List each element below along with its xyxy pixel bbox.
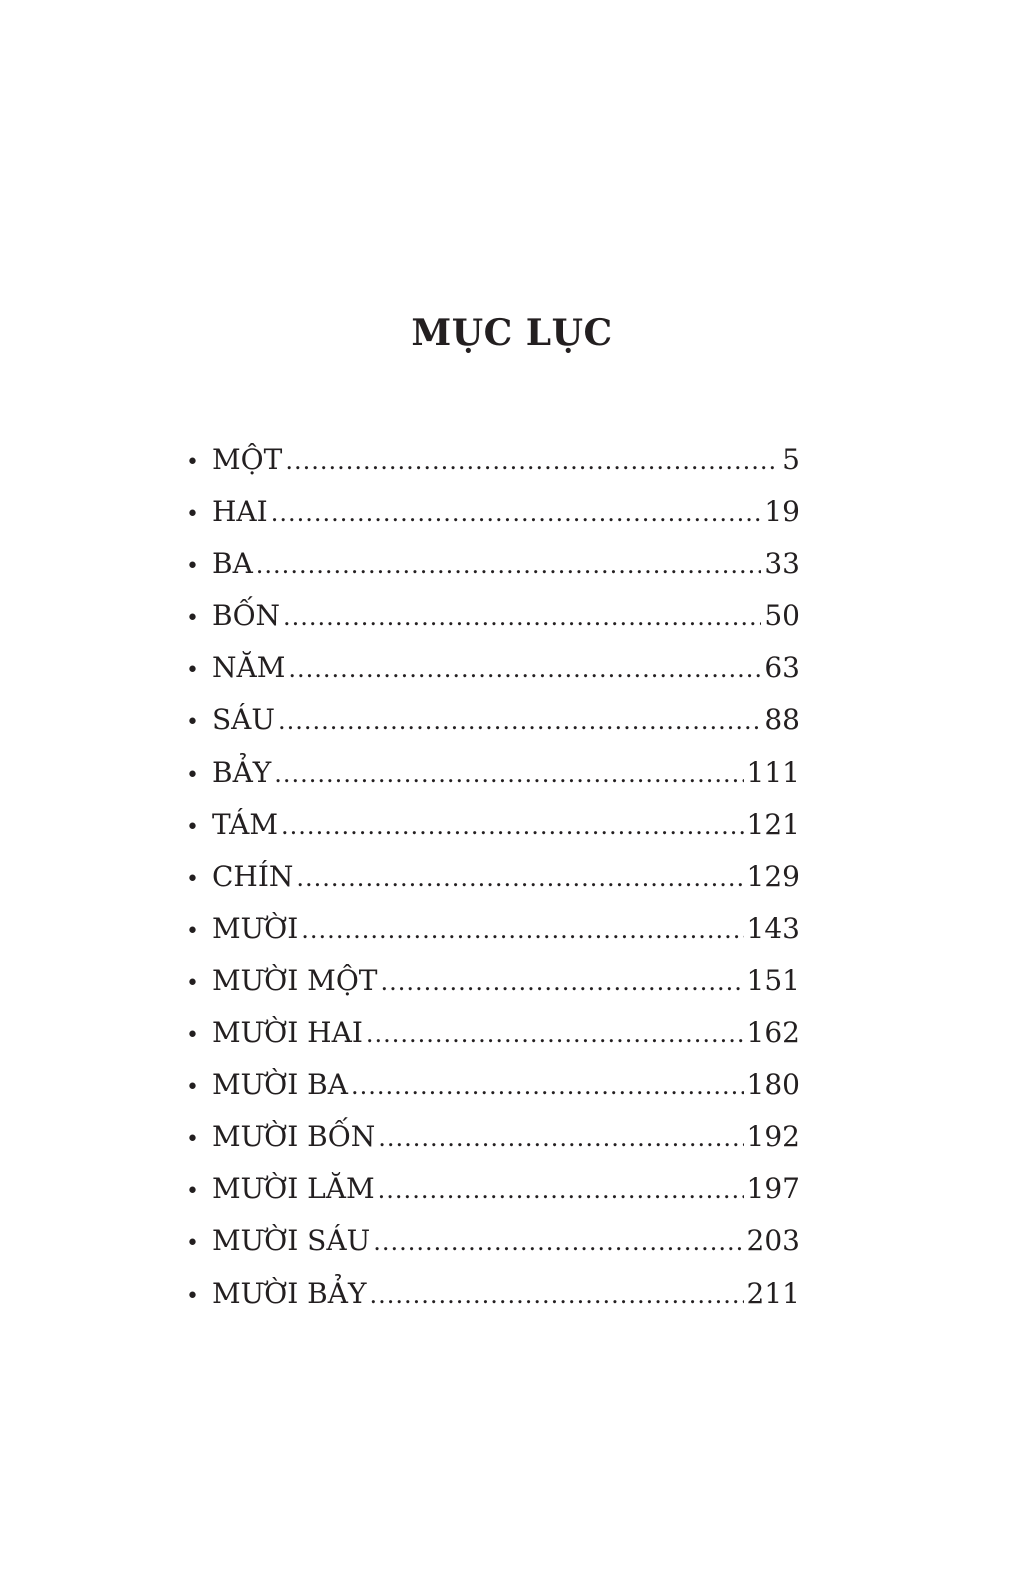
bullet-icon: • <box>186 554 199 580</box>
dot-leader <box>281 800 744 852</box>
dot-leader <box>366 1008 744 1060</box>
toc-entry <box>186 955 800 1007</box>
toc-entry-label: TÁM <box>212 807 279 841</box>
toc-entry-label: MỘT <box>212 443 283 476</box>
bullet-icon: • <box>186 814 199 840</box>
bullet-icon: • <box>186 1231 199 1257</box>
toc-entry-label: BỐN <box>212 599 281 633</box>
dot-leader <box>378 1164 744 1216</box>
toc-entry-label: MƯỜI MỘT <box>212 963 378 997</box>
dot-leader <box>256 539 762 591</box>
toc-entry-page: 63 <box>764 651 800 685</box>
toc-entry <box>186 434 800 486</box>
toc-entry <box>186 1111 800 1163</box>
toc-entry-page: 211 <box>746 1276 800 1310</box>
bullet-icon: • <box>186 762 199 788</box>
toc-entry-page: 111 <box>746 755 800 789</box>
toc-entry <box>186 747 800 799</box>
toc-entry <box>186 590 800 642</box>
toc-entry-label: CHÍN <box>212 859 294 893</box>
bullet-icon: • <box>186 918 199 944</box>
bullet-icon: • <box>186 1075 199 1101</box>
toc-entry-page: 143 <box>746 911 800 945</box>
bullet-icon: • <box>186 1283 199 1309</box>
bullet-icon: • <box>186 866 199 892</box>
toc-entry-page: 197 <box>746 1172 800 1206</box>
dot-leader <box>296 852 743 904</box>
bullet-icon: • <box>186 450 199 475</box>
dot-leader <box>373 1216 743 1268</box>
toc-entry-label: MƯỜI SÁU <box>212 1224 371 1258</box>
toc-entry-label: MƯỜI HAI <box>212 1016 363 1050</box>
dot-leader <box>271 487 762 539</box>
toc-entry-page: 151 <box>746 963 800 997</box>
toc-title: MỤC LỤC <box>411 312 613 354</box>
bullet-icon: • <box>186 658 199 684</box>
toc-entry <box>186 851 800 903</box>
toc-entry <box>186 486 800 538</box>
toc-entry-label: MƯỜI <box>212 911 299 945</box>
toc-entry-label: SÁU <box>212 703 275 737</box>
bullet-icon: • <box>186 710 199 736</box>
dot-leader <box>283 591 761 643</box>
bullet-icon: • <box>186 970 199 996</box>
bullet-icon: • <box>186 1127 199 1153</box>
bullet-icon: • <box>186 1179 199 1205</box>
dot-leader <box>288 643 761 695</box>
bullet-icon: • <box>186 606 199 632</box>
toc-entry-label: HAI <box>212 495 268 529</box>
toc-entry-page: 5 <box>782 443 800 476</box>
toc-entry-page: 50 <box>764 599 800 633</box>
dot-leader <box>285 435 779 487</box>
toc-entry <box>186 1268 800 1320</box>
toc-entry-page: 88 <box>764 703 800 737</box>
toc-entry-label: MƯỜI BẢY <box>212 1276 367 1310</box>
dot-leader <box>378 1112 743 1164</box>
toc-list <box>186 434 800 1320</box>
toc-entry-page: 180 <box>746 1068 800 1102</box>
toc-entry <box>186 903 800 955</box>
toc-entry-page: 19 <box>764 495 800 529</box>
bullet-icon: • <box>186 1023 199 1049</box>
toc-entry <box>186 799 800 851</box>
toc-entry <box>186 538 800 590</box>
dot-leader <box>369 1269 743 1321</box>
toc-entry-label: BẢY <box>212 755 272 789</box>
toc-entry-label: NĂM <box>212 651 286 685</box>
toc-entry-label: MƯỜI BA <box>212 1068 348 1102</box>
toc-entry <box>186 1007 800 1059</box>
dot-leader <box>301 904 743 956</box>
dot-leader <box>274 748 743 800</box>
toc-entry-label: MƯỜI BỐN <box>212 1120 376 1154</box>
toc-entry-page: 203 <box>746 1224 800 1258</box>
dot-leader <box>351 1060 744 1112</box>
dot-leader <box>278 695 761 747</box>
toc-entry <box>186 1163 800 1215</box>
toc-entry <box>186 642 800 694</box>
toc-entry-page: 162 <box>746 1016 800 1050</box>
toc-entry-page: 33 <box>764 547 800 581</box>
toc-entry-label: BA <box>212 547 253 581</box>
toc-entry-page: 121 <box>746 807 800 841</box>
toc-entry-page: 129 <box>746 859 800 893</box>
dot-leader <box>380 956 743 1008</box>
bullet-icon: • <box>186 502 199 528</box>
toc-entry <box>186 694 800 746</box>
toc-entry <box>186 1215 800 1267</box>
toc-entry-label: MƯỜI LĂM <box>212 1172 375 1206</box>
toc-entry <box>186 1059 800 1111</box>
toc-entry-page: 192 <box>746 1120 800 1154</box>
